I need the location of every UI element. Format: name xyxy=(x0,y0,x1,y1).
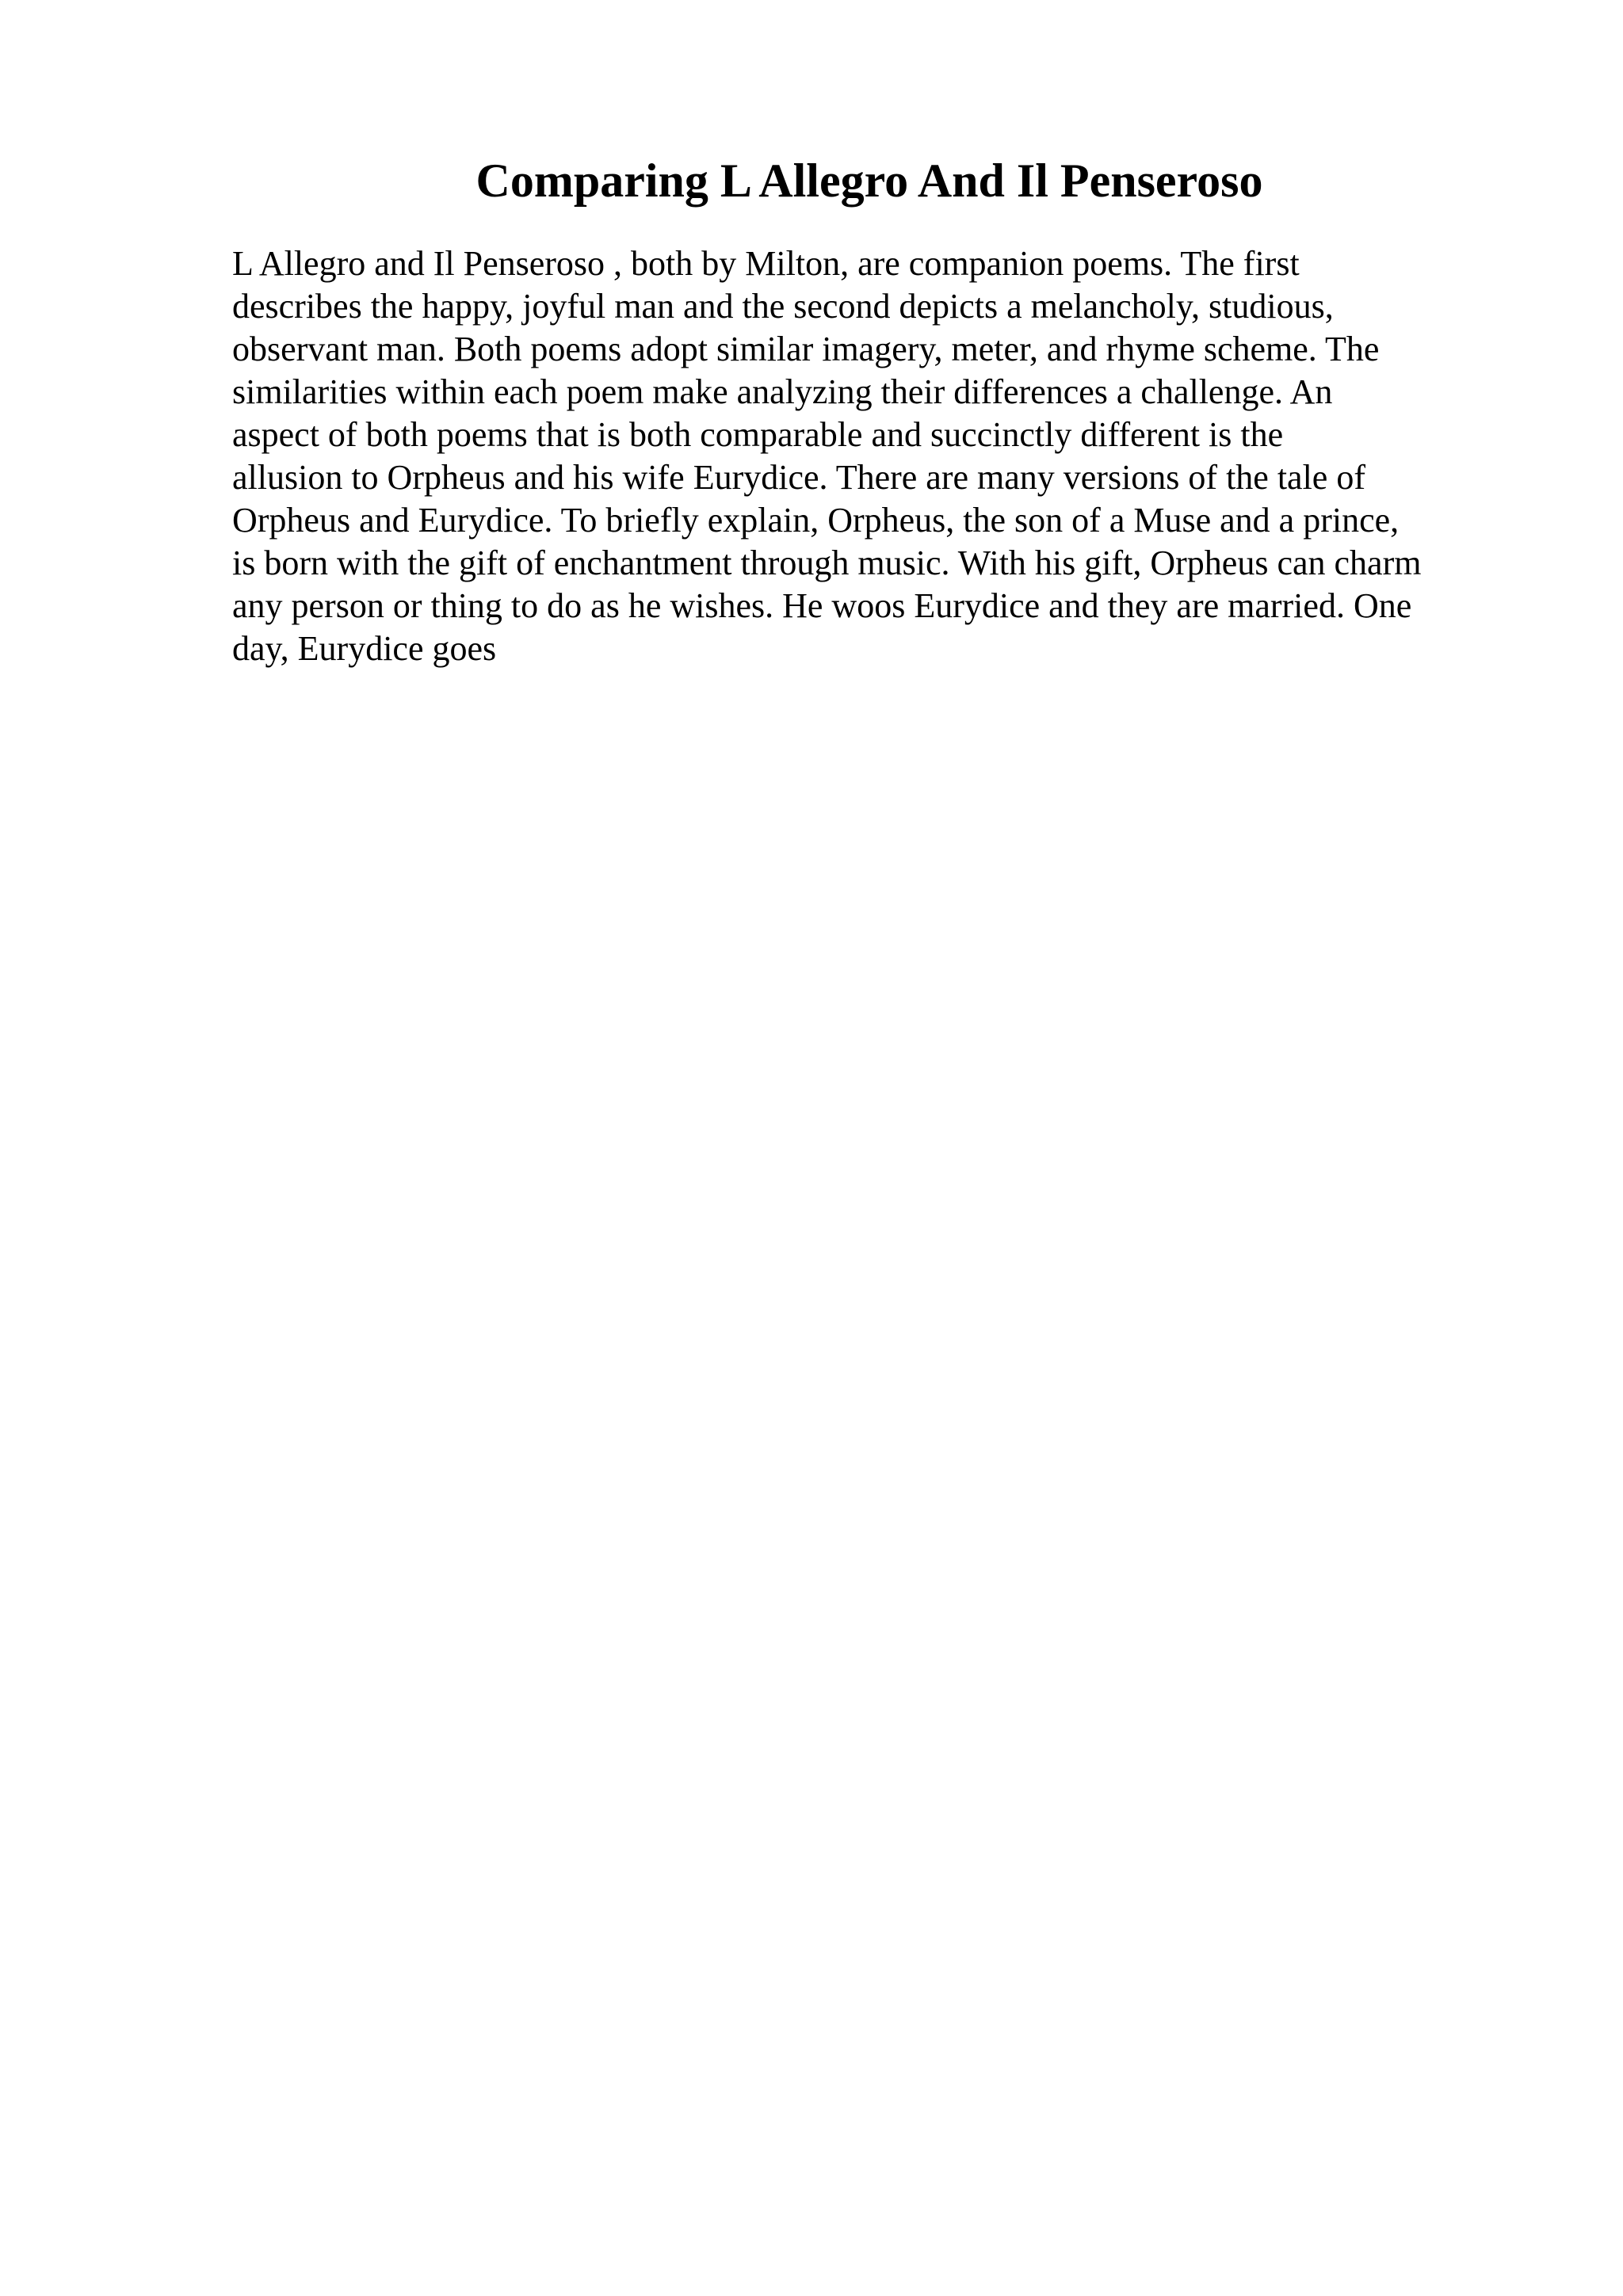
body-line: any person or thing to do as he wishes. He woos Eurydice and they are married. One xyxy=(232,586,1412,625)
document-title: Comparing L Allegro And Il Penseroso xyxy=(475,154,1263,207)
body-line: aspect of both poems that is both comparable and succinctly different is the xyxy=(232,415,1284,454)
body-line: allusion to Orpheus and his wife Eurydice. There are many versions of the tale of xyxy=(232,458,1365,497)
body-line: L Allegro and Il Penseroso , both by Milton, are companion poems. The first xyxy=(232,244,1300,283)
body-line: Orpheus and Eurydice. To briefly explain, Orpheus, the son of a Muse and a prince, xyxy=(232,501,1400,540)
body-line: day, Eurydice goes xyxy=(232,629,497,668)
body-line: observant man. Both poems adopt similar imagery, meter, and rhyme scheme. The xyxy=(232,330,1380,368)
body-paragraph xyxy=(232,242,1516,670)
body-line: describes the happy, joyful man and the second depicts a melancholy, studious, xyxy=(232,287,1334,326)
body-line: is born with the gift of enchantment through music. With his gift, Orpheus can charm xyxy=(232,543,1422,582)
body-line: similarities within each poem make analyzing their differences a challenge. An xyxy=(232,372,1333,411)
